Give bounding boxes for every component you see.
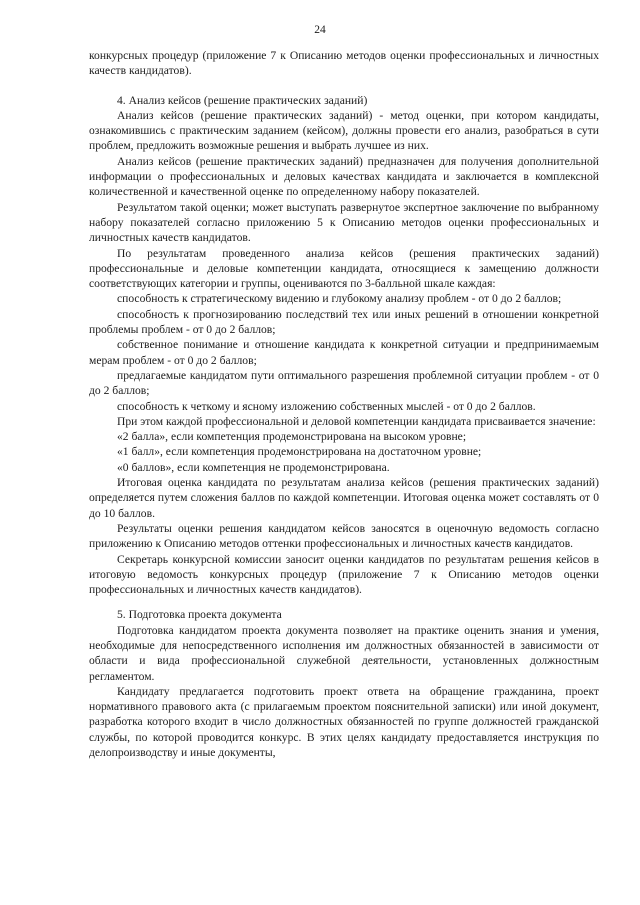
paragraph: Итоговая оценка кандидата по результатам анализа кейсов (решения практических заданий) определяется путем сложения баллов по каждой компетенции. Итоговая оценка может составлять от 0 до 10 баллов. [89, 476, 599, 520]
paragraph: Анализ кейсов (решение практических заданий) - метод оценки, при котором кандидаты, ознакомившись с практическим заданием (кейсом), должны провести его анализ, разобраться в сути проблем, предложить возможные решения и выбрать лучшее из них. [89, 108, 599, 153]
section-heading: 4. Анализ кейсов (решение практических заданий) [117, 93, 368, 107]
list-item: собственное понимание и отношение кандидата к конкретной ситуации и предпринимаемым мерам проблем - от 0 до 2 баллов; [89, 338, 599, 367]
paragraph: Анализ кейсов (решение практических заданий) предназначен для получения дополнительной информации о профессиональных и деловых качествах кандидата и заключается в комплексной количественной и качественной оценке по определенному набору показателей. [89, 154, 599, 199]
list-item: «2 балла», если компетенция продемонстрирована на высоком уровне; [117, 430, 467, 444]
paragraph: Подготовка кандидатом проекта документа позволяет на практике оценить знания и умения, необходимые для непосредственного исполнения им должностных обязанностей в зависимости от области и вида профессиональной служебной деятельности, установленных должностным регламентом. [89, 623, 599, 683]
list-item: способность к прогнозированию последствий тех или иных решений в отношении конкретной проблемы проблем - от 0 до 2 баллов; [89, 307, 599, 337]
paragraph: конкурсных процедур (приложение 7 к Описанию методов оценки профессиональных и личностных качеств кандидатов). [89, 49, 599, 78]
paragraph: Результатом такой оценки; может выступать развернутое экспертное заключение по выбранному набору показателей согласно приложению 5 к Описанию методов оценки профессиональных и личностных качеств кандидатов. [89, 200, 599, 245]
paragraph: Секретарь конкурсной комиссии заносит оценки кандидатов по результатам решения кейсов в итоговую ведомость конкурсных процедур (приложение 7 к Описанию методов оценки профессиональных и личностных качеств кандидатов). [89, 552, 599, 597]
paragraph: При этом каждой профессиональной и деловой компетенции кандидата присваивается значение: [117, 414, 596, 428]
list-item: способность к четкому и ясному изложению собственных мыслей - от 0 до 2 баллов. [117, 399, 536, 413]
paragraph: По результатам проведенного анализа кейсов (решения практических заданий) профессиональные и деловые компетенции кандидата, относящиеся к замещению должности соответствующих категории и группы, оцениваются по 3-балльной шкале каждая: [89, 246, 599, 291]
list-item: способность к стратегическому видению и глубокому анализу проблем - от 0 до 2 баллов; [117, 292, 562, 306]
list-item: предлагаемые кандидатом пути оптимального разрешения проблемной ситуации проблем - от 0 до 2 баллов; [89, 368, 599, 398]
list-item: «1 балл», если компетенция продемонстрирована на достаточном уровне; [117, 445, 482, 459]
section-heading: 5. Подготовка проекта документа [117, 608, 282, 622]
page-number: 24 [314, 24, 326, 36]
paragraph: Результаты оценки решения кандидатом кейсов заносятся в оценочную ведомость согласно приложению к Описанию методов оттенки профессиональных и личностных качеств кандидатов. [89, 521, 599, 551]
list-item: «0 баллов», если компетенция не продемонстрирована. [117, 460, 390, 474]
paragraph: Кандидату предлагается подготовить проект ответа на обращение гражданина, проект нормативного правового акта (с прилагаемым проектом пояснительной записки) или иной документ, разработка которого входит в число должностных обязанностей по группе должностей гражданской службы, по которой проводится конкурс. В этих целях кандидату предоставляется инструкция по делопроизводству и иные документы, [89, 684, 599, 760]
document-body [89, 48, 599, 760]
